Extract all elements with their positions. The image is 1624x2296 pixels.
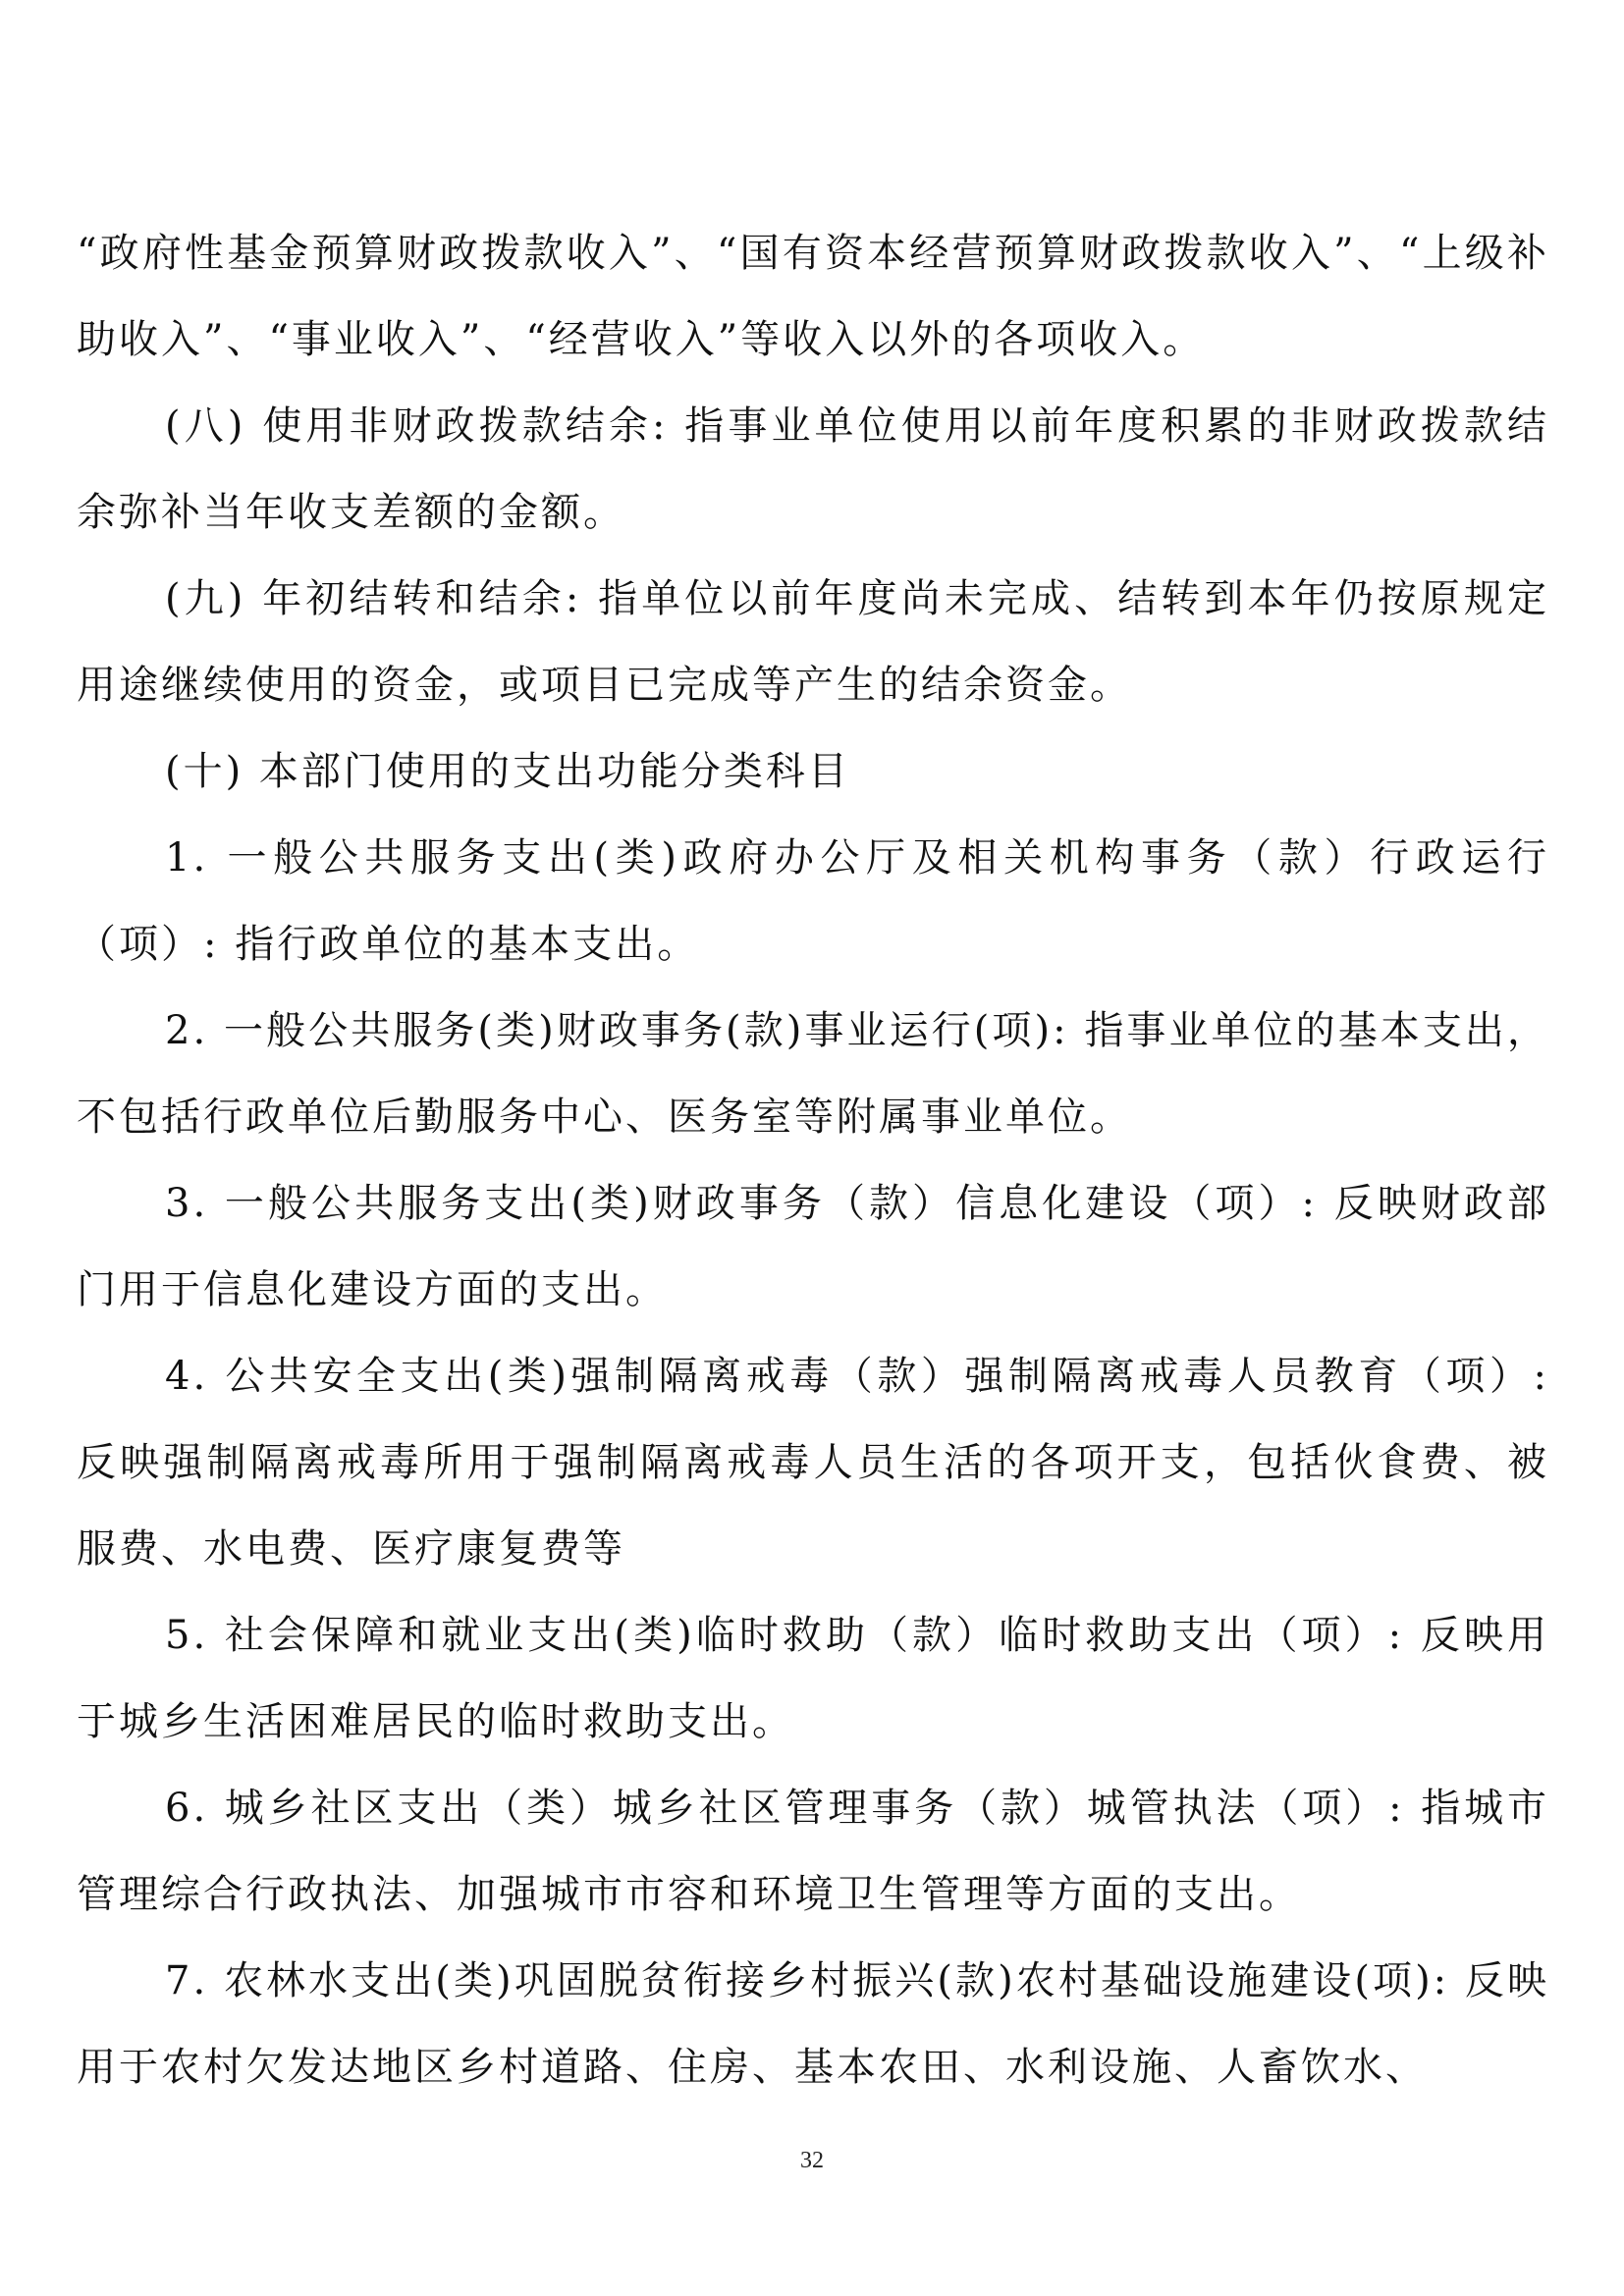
paragraph-item-8: (八) 使用非财政拨款结余: 指事业单位使用以前年度积累的非财政拨款结余弥补当年收支差额的金额。: [77, 403, 1549, 535]
paragraph-subitem-7: 7. 农林水支出(类)巩固脱贫衔接乡村振兴(款)农村基础设施建设(项): 反映用于农村欠发达地区乡村道路、住房、基本农田、水利设施、人畜饮水、: [77, 1958, 1549, 2090]
paragraph-subitem-2: 2. 一般公共服务(类)财政事务(款)事业运行(项): 指事业单位的基本支出，不包括行政单位后勤服务中心、医务室等附属事业单位。: [77, 1008, 1549, 1140]
paragraph-item-10-heading: (十) 本部门使用的支出功能分类科目: [165, 749, 850, 794]
paragraph-subitem-1: 1. 一般公共服务支出(类)政府办公厅及相关机构事务（款）行政运行（项）: 指行政单位的基本支出。: [77, 835, 1549, 967]
paragraph-subitem-5: 5. 社会保障和就业支出(类)临时救助（款）临时救助支出（项）: 反映用于城乡生活困难居民的临时救助支出。: [77, 1613, 1549, 1744]
body-text: [77, 210, 1549, 2110]
paragraph-subitem-3: 3. 一般公共服务支出(类)财政事务（款）信息化建设（项）: 反映财政部门用于信息化建设方面的支出。: [77, 1181, 1549, 1312]
paragraph-subitem-6: 6. 城乡社区支出（类）城乡社区管理事务（款）城管执法（项）: 指城市管理综合行政执法、加强城市市容和环境卫生管理等方面的支出。: [77, 1786, 1549, 1917]
paragraph-continuation: “政府性基金预算财政拨款收入”、“国有资本经营预算财政拨款收入”、“上级补助收入”、“事业收入”、“经营收入”等收入以外的各项收入。: [77, 231, 1549, 362]
paragraph-subitem-4: 4. 公共安全支出(类)强制隔离戒毒（款）强制隔离戒毒人员教育（项）: 反映强制隔离戒毒所用于强制隔离戒毒人员生活的各项开支，包括伙食费、被服费、水电费、医疗康复费等: [77, 1354, 1549, 1572]
paragraph-item-9: (九) 年初结转和结余: 指单位以前年度尚未完成、结转到本年仍按原规定用途继续使用的资金，或项目已完成等产生的结余资金。: [77, 576, 1549, 708]
page-number: 32: [800, 2148, 824, 2173]
